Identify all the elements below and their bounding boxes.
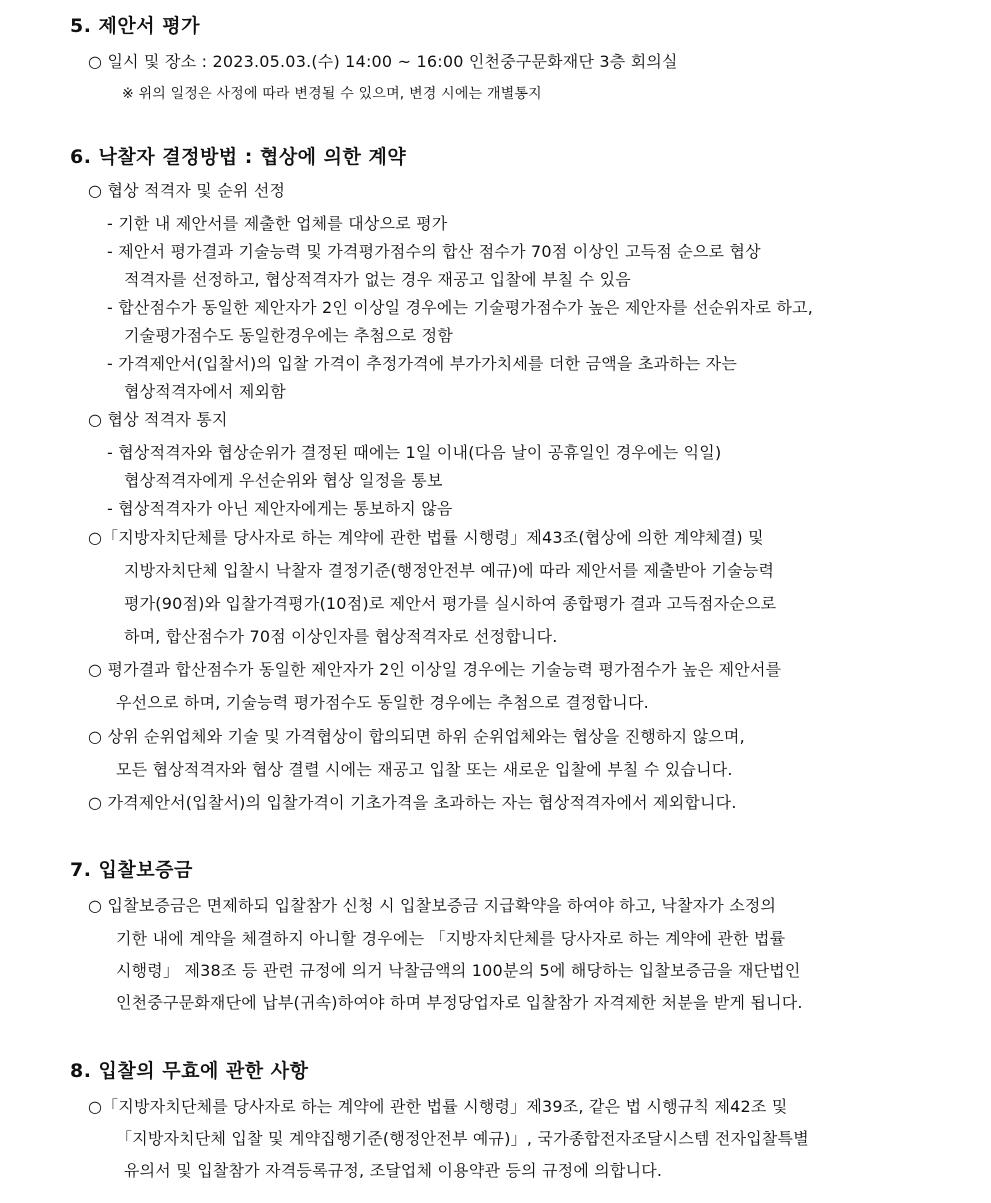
section-6-heading: 6. 낙찰자 결정방법 : 협상에 의한 계약 xyxy=(70,146,407,168)
section-5-heading: 5. 제안서 평가 xyxy=(70,15,200,37)
bullet-item-continuation: 우선으로 하며, 기술능력 평가점수도 동일한 경우에는 추첨으로 결정합니다. xyxy=(116,693,649,712)
bullet-item-continuation: 인천중구문화재단에 납부(귀속)하여야 하며 부정당업자로 입찰참가 자격제한 처분을 받게 됩니다. xyxy=(116,993,803,1012)
bullet-item-continuation: 유의서 및 입찰참가 자격등록규정, 조달업체 이용약관 등의 규정에 의합니다. xyxy=(124,1161,663,1180)
dash-item-continuation: 적격자를 선정하고, 협상적격자가 없는 경우 재공고 입찰에 부칠 수 있음 xyxy=(124,270,631,289)
dash-item: - 제안서 평가결과 기술능력 및 가격평가점수의 합산 점수가 70점 이상인 고득점 순으로 협상 xyxy=(107,242,761,261)
dash-item: - 협상적격자와 협상순위가 결정된 때에는 1일 이내(다음 날이 공휴일인 경우에는 익일) xyxy=(107,443,722,462)
dash-item: - 합산점수가 동일한 제안자가 2인 이상일 경우에는 기술평가점수가 높은 제안자를 선순위자로 하고, xyxy=(107,298,814,317)
bullet-item: ○「지방자치단체를 당사자로 하는 계약에 관한 법률 시행령」제39조, 같은 법 시행규칙 제42조 및 xyxy=(88,1097,788,1116)
bullet-item-continuation: 기한 내에 계약을 체결하지 아니할 경우에는 「지방자치단체를 당사자로 하는 계약에 관한 법률 xyxy=(116,929,786,948)
section-8-heading: 8. 입찰의 무효에 관한 사항 xyxy=(70,1060,309,1082)
bullet-item-continuation: 시행령」 제38조 등 관련 규정에 의거 낙찰금액의 100분의 5에 해당하는 입찰보증금을 재단법인 xyxy=(116,961,801,980)
dash-item-continuation: 협상적격자에게 우선순위와 협상 일정을 통보 xyxy=(124,471,443,490)
bullet-item: ○ 가격제안서(입찰서)의 입찰가격이 기초가격을 초과하는 자는 협상적격자에서 제외합니다. xyxy=(88,793,737,812)
dash-item-continuation: 기술평가점수도 동일한경우에는 추첨으로 정함 xyxy=(124,326,453,345)
bullet-item: ○ 평가결과 합산점수가 동일한 제안자가 2인 이상일 경우에는 기술능력 평가점수가 높은 제안서를 xyxy=(88,660,782,679)
schedule-line: ○ 일시 및 장소 : 2023.05.03.(수) 14:00 ~ 16:00 인천중구문화재단 3층 회의실 xyxy=(88,52,678,71)
dash-item: - 기한 내 제안서를 제출한 업체를 대상으로 평가 xyxy=(107,214,448,233)
bullet-item-continuation: 지방자치단체 입찰시 낙찰자 결정기준(행정안전부 예규)에 따라 제안서를 제출받아 기술능력 xyxy=(124,561,775,580)
bullet-item: ○ 협상 적격자 통지 xyxy=(88,410,228,429)
dash-item: - 협상적격자가 아닌 제안자에게는 통보하지 않음 xyxy=(107,499,453,518)
dash-item: - 가격제안서(입찰서)의 입찰 가격이 추정가격에 부가가치세를 더한 금액을 초과하는 자는 xyxy=(107,354,738,373)
bullet-item-continuation: 「지방자치단체 입찰 및 계약집행기준(행정안전부 예규)」, 국가종합전자조달시스템 전자입찰특별 xyxy=(116,1129,809,1148)
bullet-item-continuation: 평가(90점)와 입찰가격평가(10점)로 제안서 평가를 실시하여 종합평가 결과 고득점자순으로 xyxy=(124,594,777,613)
schedule-note: ※ 위의 일정은 사정에 따라 변경될 수 있으며, 변경 시에는 개별통지 xyxy=(122,86,542,102)
bullet-item-continuation: 모든 협상적격자와 협상 결렬 시에는 재공고 입찰 또는 새로운 입찰에 부칠 수 있습니다. xyxy=(116,760,733,779)
section-7-heading: 7. 입찰보증금 xyxy=(70,859,193,881)
bullet-item-continuation: 하며, 합산점수가 70점 이상인자를 협상적격자로 선정합니다. xyxy=(124,627,558,646)
bullet-item: ○「지방자치단체를 당사자로 하는 계약에 관한 법률 시행령」제43조(협상에 의한 계약체결) 및 xyxy=(88,528,764,547)
bullet-item: ○ 입찰보증금은 면제하되 입찰참가 신청 시 입찰보증금 지급확약을 하여야 하고, 낙찰자가 소정의 xyxy=(88,896,777,915)
bullet-item: ○ 협상 적격자 및 순위 선정 xyxy=(88,181,286,200)
dash-item-continuation: 협상적격자에서 제외함 xyxy=(124,382,286,401)
bullet-item: ○ 상위 순위업체와 기술 및 가격협상이 합의되면 하위 순위업체와는 협상을 진행하지 않으며, xyxy=(88,727,745,746)
